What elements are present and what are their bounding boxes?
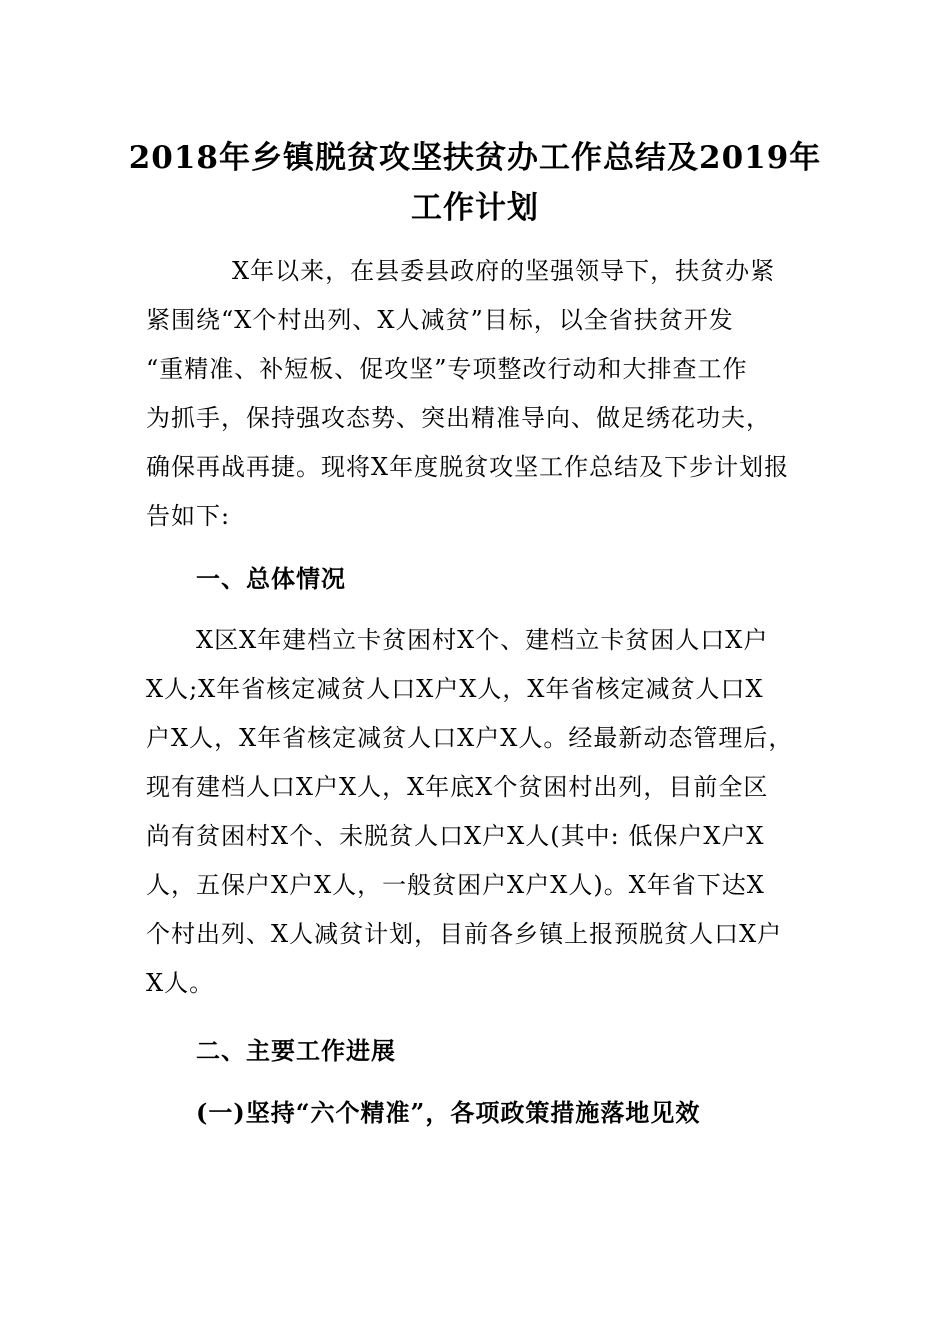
section-1-line-2: X人;X年省核定减贫人口X户X人，X年省核定减贫人口X: [146, 675, 764, 703]
intro-line-2: 紧围绕“X个村出列、X人减贫”目标，以全省扶贫开发: [146, 306, 734, 334]
intro-line-5: 确保再战再捷。现将X年度脱贫攻坚工作总结及下步计划报: [146, 453, 790, 481]
section-1-line-1: X区X年建档立卡贫困村X个、建档立卡贫困人口X户: [196, 626, 769, 654]
section-2-heading: 二、主要工作进展: [196, 1036, 396, 1065]
intro-line-3: “重精准、补短板、促攻坚”专项整改行动和大排查工作: [146, 355, 748, 383]
intro-line-6: 告如下:: [146, 502, 231, 530]
document-title-line-1: 2018年乡镇脱贫攻坚扶贫办工作总结及2019年: [128, 140, 822, 176]
section-1-heading: 一、总体情况: [196, 564, 346, 593]
subsection-1-heading: (一)坚持“六个精准”，各项政策措施落地见效: [196, 1098, 701, 1127]
section-1-line-5: 尚有贫困村X个、未脱贫人口X户X人(其中: 低保户X户X: [146, 822, 765, 850]
section-1-line-3: 户X人，X年省核定减贫人口X户X人。经最新动态管理后，: [146, 724, 794, 752]
document-title-line-2: 工作计划: [411, 190, 539, 226]
intro-line-4: 为抓手，保持强攻态势、突出精准导向、做足绣花功夫，: [146, 404, 771, 432]
intro-line-1: X年以来，在县委县政府的坚强领导下，扶贫办紧: [232, 257, 776, 285]
section-1-line-7: 个村出列、X人减贫计划，目前各乡镇上报预脱贫人口X户: [146, 920, 783, 948]
section-1-line-4: 现有建档人口X户X人，X年底X个贫困村出列，目前全区: [146, 773, 769, 801]
section-1-line-6: 人，五保户X户X人，一般贫困户X户X人)。X年省下达X: [146, 871, 765, 899]
section-1-line-8: X人。: [146, 969, 215, 997]
